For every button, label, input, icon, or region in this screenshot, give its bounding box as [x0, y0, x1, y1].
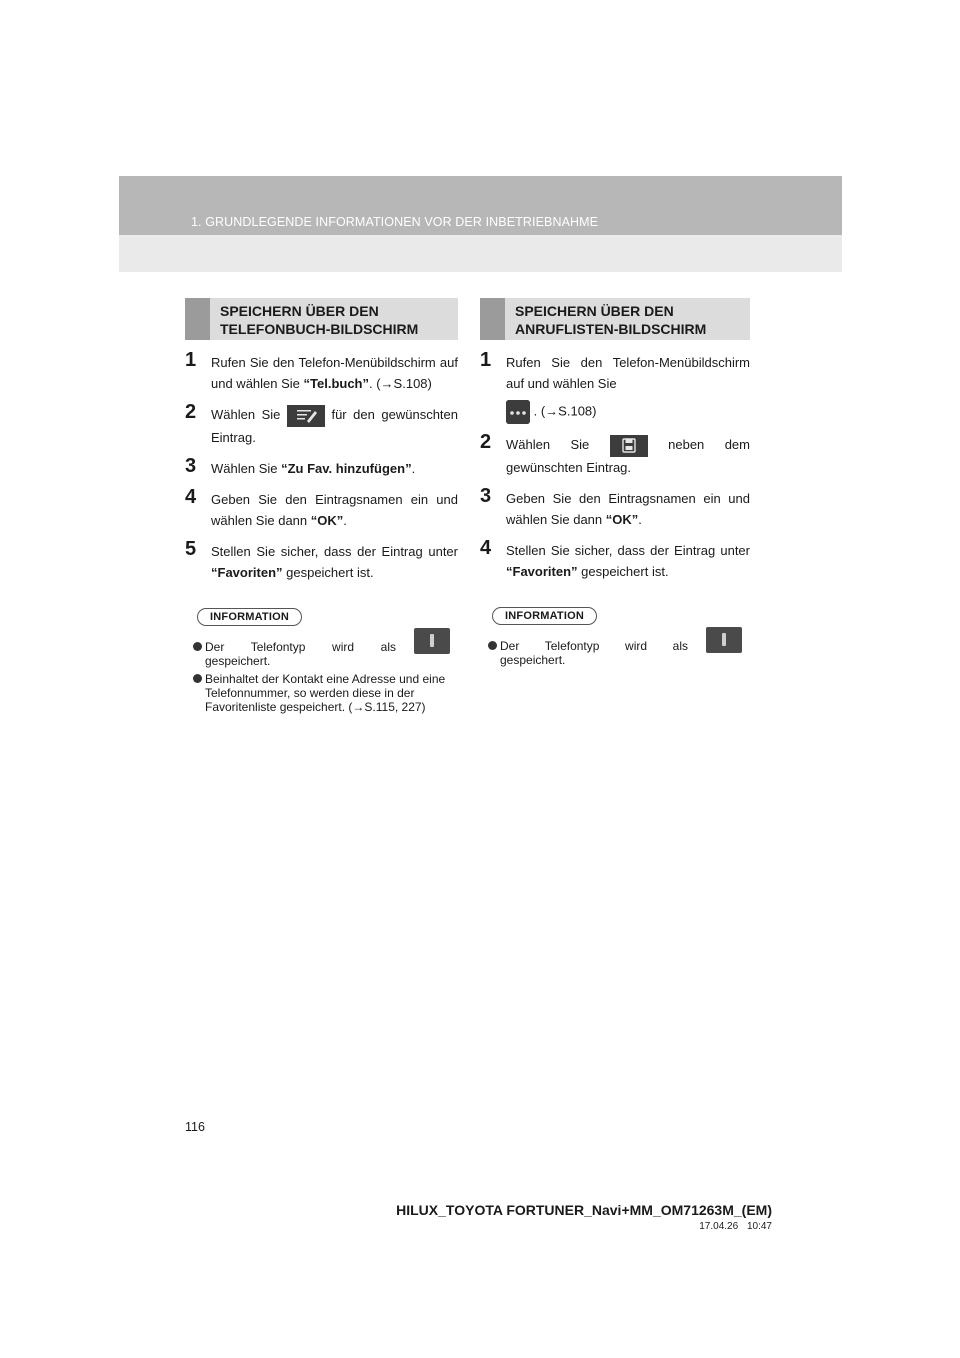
step-number: 2: [480, 431, 492, 453]
right-column: [480, 298, 750, 671]
step-quote: “Favoriten”: [506, 563, 578, 579]
information-label: INFORMATION: [492, 607, 597, 625]
step-4: [185, 485, 458, 531]
step-number: 2: [185, 401, 197, 423]
step-text: Stellen Sie sicher, dass der Eintrag unter: [506, 542, 750, 558]
stamp-time: 10:47: [746, 1221, 772, 1232]
step-text: Wählen Sie: [506, 437, 610, 452]
bullet-icon: [488, 641, 497, 650]
step-text-end: .: [343, 512, 347, 528]
mobile-phone-icon: [414, 628, 450, 654]
stamp-date: 17.04.26: [699, 1221, 739, 1232]
bullet-text-cont: gespeichert.: [205, 653, 271, 668]
step-2: [185, 401, 458, 448]
step-1: [480, 349, 750, 424]
step-4: [480, 536, 750, 582]
step-text-end: . (→S.108): [369, 376, 432, 391]
section-title: SPEICHERN ÜBER DEN ANRUFLISTEN-BILDSCHIRM: [515, 303, 707, 337]
step-5: [185, 537, 458, 583]
section-title: SPEICHERN ÜBER DEN TELEFONBUCH-BILDSCHIRM: [220, 303, 419, 337]
step-text: Rufen Sie den Telefon-Menübildschirm auf und wählen Sie: [506, 355, 750, 391]
step-text-end: gespeichert ist.: [282, 564, 374, 580]
step-number: 4: [480, 536, 492, 559]
step-text-end: .: [638, 511, 642, 527]
bullet-text: Beinhaltet der Kontakt eine Adresse und eine Telefonnummer, so werden diese in der Favoritenliste gespeichert. (→S.115, 227): [205, 671, 446, 714]
step-quote: “Zu Fav. hinzufügen”: [281, 460, 412, 476]
save-icon: [610, 435, 648, 457]
bullet-text: Der Telefontyp wird als: [205, 639, 396, 654]
step-number: 3: [185, 454, 197, 477]
page-header: [119, 176, 842, 272]
step-3: [185, 454, 458, 479]
bullet-icon: [193, 642, 202, 651]
step-text: Geben Sie den Eintragsnamen ein und wählen Sie dann: [211, 491, 458, 528]
more-dots-icon: [506, 400, 530, 424]
step-text-end: neben dem gewünschten Eintrag.: [506, 437, 750, 475]
information-box: [185, 607, 458, 714]
section-header-call-history: [480, 298, 750, 340]
info-bullet-1: [185, 640, 458, 668]
step-text-end: für den gewünschten Eintrag.: [211, 407, 458, 445]
mobile-phone-icon: [706, 627, 742, 653]
step-number: 1: [480, 349, 492, 371]
step-quote: “Favoriten”: [211, 564, 283, 580]
bullet-text: Der Telefontyp wird als: [500, 638, 688, 653]
step-number: 3: [480, 484, 492, 507]
chapter-title: 1. GRUNDLEGENDE INFORMATIONEN VOR DER INBETRIEBNAHME: [191, 215, 599, 229]
step-text: Wählen Sie: [211, 460, 282, 476]
info-bullet-1: [480, 639, 750, 667]
section-header-phonebook: [185, 298, 458, 340]
information-box: [480, 606, 750, 667]
left-column: [185, 298, 458, 718]
step-text: Wählen Sie: [211, 407, 287, 422]
step-text: Rufen Sie den Telefon-Menübildschirm auf und wählen Sie: [211, 355, 458, 391]
step-3: [480, 484, 750, 530]
step-quote: “OK”: [310, 512, 344, 528]
information-label: INFORMATION: [197, 608, 302, 626]
step-2: [480, 431, 750, 478]
step-1: [185, 349, 458, 394]
step-number: 5: [185, 537, 197, 560]
step-number: 1: [185, 349, 197, 371]
step-quote: “Tel.buch”: [303, 376, 369, 391]
section-tab: [480, 298, 505, 340]
page-number: 116: [185, 1120, 205, 1134]
step-number: 4: [185, 485, 197, 508]
step-text-end: .: [411, 460, 416, 476]
document-id: HILUX_TOYOTA FORTUNER_Navi+MM_OM71263M_(EM): [396, 1202, 772, 1218]
step-text: Geben Sie den Eintragsnamen ein und wählen Sie dann: [506, 490, 750, 527]
document-timestamp: [699, 1221, 772, 1232]
section-tab: [185, 298, 210, 340]
edit-icon: [287, 405, 325, 427]
info-bullet-2: [185, 672, 458, 714]
bullet-text-cont: gespeichert.: [500, 652, 566, 667]
step-text-end: gespeichert ist.: [577, 563, 669, 579]
step-text: Stellen Sie sicher, dass der Eintrag unter: [211, 543, 458, 559]
bullet-icon: [193, 674, 202, 683]
step-quote: “OK”: [605, 511, 639, 527]
step-text-end: . (→S.108): [533, 403, 597, 419]
